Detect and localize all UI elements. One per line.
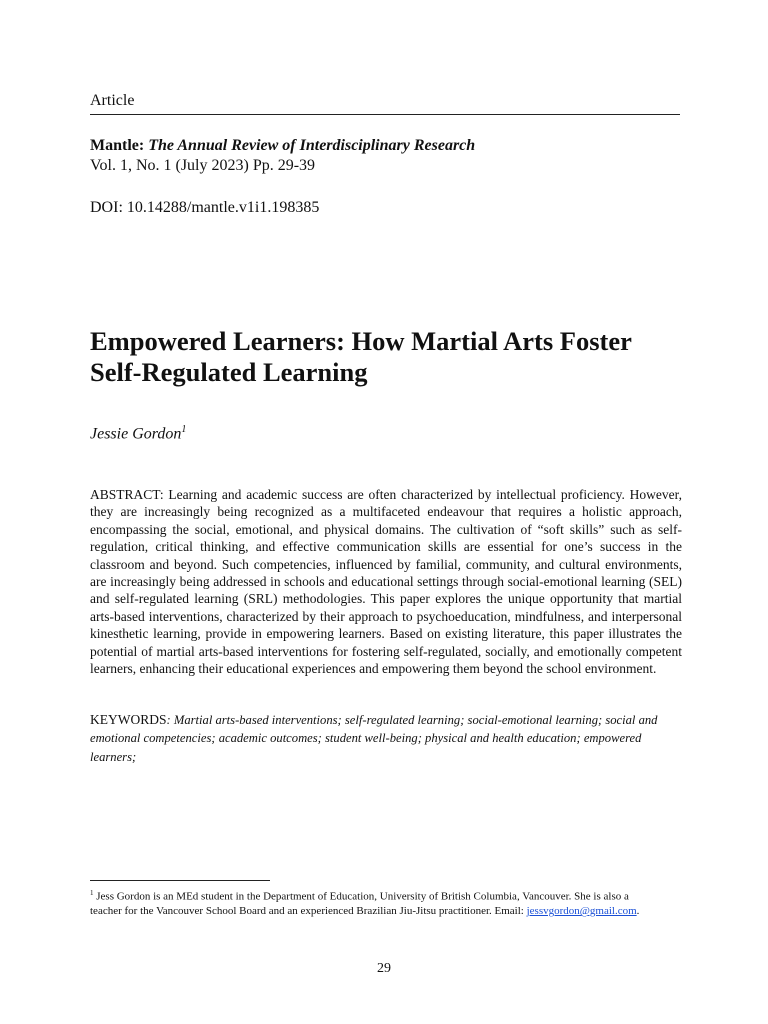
journal-name: Mantle: — [90, 137, 145, 154]
journal-full-title: The Annual Review of Interdisciplinary Research — [148, 137, 476, 154]
author-email-link[interactable]: jessvgordon@gmail.com — [526, 905, 637, 918]
doi: DOI: 10.14288/mantle.v1i1.198385 — [90, 199, 320, 216]
volume-info: Vol. 1, No. 1 (July 2023) Pp. 29-39 — [90, 157, 316, 174]
article-title — [90, 326, 690, 388]
keywords-label: KEYWORDS — [90, 712, 167, 727]
title-line-1: Empowered Learners: How Martial Arts Foster — [90, 326, 632, 356]
author-footnote-mark[interactable]: 1 — [181, 424, 187, 435]
footnote-rule — [90, 880, 270, 881]
header-rule — [90, 114, 680, 115]
section-label: Article — [90, 92, 135, 109]
title-line-2: Self-Regulated Learning — [90, 357, 368, 387]
footnote-mark: 1 — [90, 889, 94, 897]
keywords — [90, 711, 682, 766]
author-name-text: Jessie Gordon — [90, 425, 182, 443]
footnote-text: Jess Gordon is an MEd student in the Department of Education, University of British Columbia, Vancouver. She is also a teacher for the Vancouver School Board and an experienced Brazilian Jiu-Jitsu practitioner. Email: — [90, 890, 629, 918]
author-name — [90, 424, 186, 443]
page-number: 29 — [377, 961, 391, 976]
abstract: ABSTRACT: Learning and academic success are often characterized by intellectual proficiency. However, they are increasingly being recognized as a multifaceted endeavour that requires a holistic approach, encompassing the social, emotional, and physical domains. The cultivation of “soft skills” such as self-regulation, critical thinking, and effective communication skills are essential for one’s success in the classroom and beyond. Such competencies, influenced by familial, community, and cultural environments, are increasingly being addressed in schools and educational settings through social-emotional learning (SEL) and self-regulated learning (SRL) methodologies. This paper explores the unique opportunity that martial arts-based interventions, characterized by their approach to psychoeducation, mindfulness, and interpersonal kinesthetic learning, provide in empowering learners. Based on existing literature, this paper illustrates the potential of martial arts-based interventions for fostering self-regulated, socially, and emotionally competent learners, enhancing their educational experiences and empowering them beyond the school environment. — [90, 487, 682, 677]
journal-info — [90, 136, 680, 176]
journal-title-line — [90, 136, 680, 156]
footnote — [90, 886, 650, 919]
keywords-list: : Martial arts-based interventions; self-regulated learning; social-emotional learning; social and emotional competencies; academic outcomes; student well-being; physical and health education; empowered learners; — [90, 713, 658, 764]
footnote-trailing: . — [636, 905, 640, 918]
